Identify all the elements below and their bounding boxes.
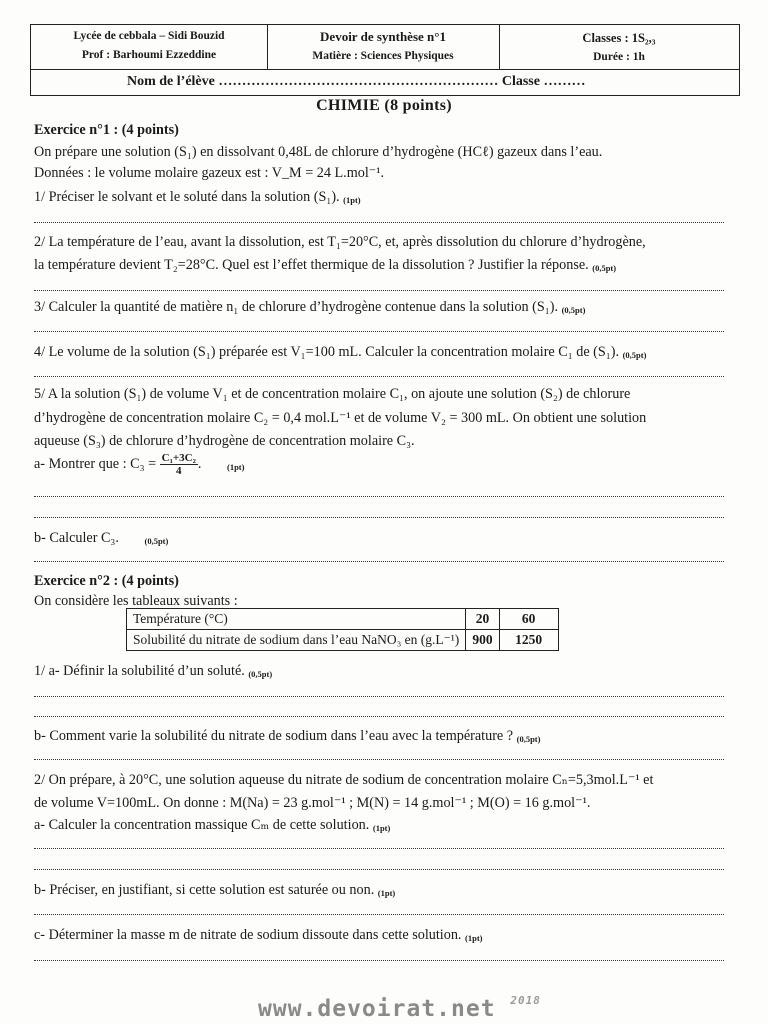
solubility-table: [126, 608, 559, 651]
ex1-q5-line1: 5/ A la solution (S₁) de volume V₁ et de concentration molaire C₁, on ajoute une solution (S₂) de chlorure: [34, 386, 631, 402]
table-cell: 20: [466, 609, 499, 630]
answer-line[interactable]: [34, 517, 724, 518]
exam-title: Devoir de synthèse n°1: [320, 29, 446, 44]
ex2-q1a-text: 1/ a- Définir la solubilité d’un soluté.: [34, 663, 245, 679]
teacher-name: Prof : Barhoumi Ezzeddine: [81, 49, 217, 61]
watermark-site: www.devoirat.net: [258, 996, 496, 1022]
ex2-q2c: [34, 926, 483, 947]
fraction-denominator: 4: [176, 465, 182, 477]
answer-line[interactable]: [34, 759, 724, 760]
ex2-q2c-points: (1pt): [465, 933, 483, 943]
ex1-q2-text: la température devient T₂=28°C. Quel est l’effet thermique de la dissolution ? Justifier la réponse.: [34, 257, 589, 273]
ex1-q5-line3: aqueuse (S₃) de chlorure d’hydrogène de concentration molaire C₃.: [34, 433, 415, 449]
ex1-q1-points: (1pt): [343, 195, 361, 205]
ex1-q3: [34, 298, 585, 319]
table-cell: 900: [466, 630, 499, 651]
answer-line[interactable]: [34, 290, 724, 291]
ex1-q3-text: 3/ Calculer la quantité de matière n₁ de chlorure d’hydrogène contenue dans la solution (S₁).: [34, 299, 559, 315]
ex2-heading: Exercice n°2 : (4 points): [34, 573, 179, 589]
answer-line[interactable]: [34, 496, 724, 497]
ex1-q4: [34, 343, 646, 364]
table-row: [127, 630, 559, 651]
ex1-q5a: a- Montrer que : C₃ = $\frac{\text{C₁+3C₂}}{4}$ . (1pt): [34, 452, 245, 477]
ex2-q2b-text: b- Préciser, en justifiant, si cette solution est saturée ou non.: [34, 882, 375, 898]
class-cell: [499, 25, 739, 69]
table-cell: Température (°C): [127, 609, 466, 630]
table-row: [127, 609, 559, 630]
ex2-q2a: [34, 816, 390, 837]
answer-line[interactable]: [34, 376, 724, 377]
section-title: CHIMIE (8 points): [316, 97, 452, 114]
answer-line[interactable]: [34, 561, 724, 562]
ex1-heading: Exercice n°1 : (4 points): [34, 122, 179, 138]
ex2-q2-line2: de volume V=100mL. On donne : M(Na) = 23 g.mol⁻¹ ; M(N) = 14 g.mol⁻¹ ; M(O) = 16 g.mol⁻¹.: [34, 795, 591, 811]
ex2-q2a-text: a- Calculer la concentration massique Cₘ de cette solution.: [34, 817, 370, 833]
ex2-q2c-text: c- Déterminer la masse m de nitrate de sodium dissoute dans cette solution.: [34, 927, 462, 943]
table-cell: 60: [499, 609, 558, 630]
ex2-q2b-points: (1pt): [377, 888, 396, 898]
table-cell: 1250: [499, 630, 558, 651]
ex2-q1a-points: (0,5pt): [248, 669, 273, 679]
formula-fraction: [160, 452, 198, 477]
ex1-q5a-text: a- Montrer que : C₃ =: [34, 455, 157, 472]
ex2-q2-line1: 2/ On prépare, à 20°C, une solution aqueuse du nitrate de sodium de concentration molaire Cₙ=5,3mol.L⁻¹ et: [34, 772, 654, 788]
duration: Durée : 1h: [593, 51, 645, 63]
answer-line[interactable]: [34, 331, 724, 332]
ex1-intro-2: Données : le volume molaire gazeux est : V_M = 24 L.mol⁻¹.: [34, 165, 385, 181]
classes: Classes : 1S₂,₃: [582, 31, 656, 45]
student-name-field[interactable]: Nom de l’élève …………………………………………………… Classe ………: [127, 74, 586, 89]
ex2-q2a-points: (1pt): [372, 823, 391, 833]
ex1-q4-text: 4/ Le volume de la solution (S₁) préparée est V₁=100 mL. Calculer la concentration molaire C₁ de (S₁).: [34, 344, 620, 360]
ex1-q5a-points: (1pt): [227, 461, 245, 472]
answer-line[interactable]: [34, 960, 724, 961]
school-name: Lycée de cebbala – Sidi Bouzid: [73, 30, 225, 42]
watermark-year: 2018: [510, 994, 541, 1007]
ex2-q1b-text: b- Comment varie la solubilité du nitrate de sodium dans l’eau avec la température ?: [34, 728, 514, 744]
ex1-q1: [34, 188, 361, 209]
answer-line[interactable]: [34, 869, 724, 870]
watermark: [258, 994, 541, 1022]
answer-line[interactable]: [34, 716, 724, 717]
ex1-q5b-points: (0,5pt): [144, 536, 169, 546]
ex1-q5b: [34, 529, 168, 550]
answer-line[interactable]: [34, 914, 724, 915]
ex1-q4-points: (0,5pt): [622, 350, 647, 360]
ex2-intro: On considère les tableaux suivants :: [34, 593, 238, 609]
school-cell: [31, 25, 268, 69]
ex1-q5b-text: b- Calculer C₃.: [34, 530, 119, 546]
ex1-q5-line2: d’hydrogène de concentration molaire C₂ = 0,4 mol.L⁻¹ et de volume V₂ = 300 mL. On obtient une solution: [34, 410, 647, 426]
table-cell: Solubilité du nitrate de sodium dans l’eau NaNO₃ en (g.L⁻¹): [127, 630, 466, 651]
answer-line[interactable]: [34, 222, 724, 223]
ex1-q2-line1: 2/ La température de l’eau, avant la dissolution, est T₁=20°C, et, après dissolution du chlorure d’hydrogène,: [34, 234, 646, 250]
ex1-intro-1: On prépare une solution (S₁) en dissolvant 0,48L de chlorure d’hydrogène (HCℓ) gazeux dans l’eau.: [34, 144, 603, 160]
ex1-q2-line2: [34, 256, 616, 277]
ex1-q3-points: (0,5pt): [561, 305, 586, 315]
exam-header: [30, 24, 740, 96]
answer-line[interactable]: [34, 848, 724, 849]
answer-line[interactable]: [34, 696, 724, 697]
ex1-q1-text: 1/ Préciser le solvant et le soluté dans la solution (S₁).: [34, 189, 340, 205]
exam-cell: [267, 25, 500, 69]
fraction-numerator: C₁+3C₂: [161, 452, 196, 464]
ex2-q2b: [34, 881, 395, 902]
ex2-q1a: [34, 662, 272, 683]
ex2-q1b-points: (0,5pt): [516, 734, 541, 744]
ex2-q1b: [34, 727, 540, 748]
student-row: [31, 69, 739, 96]
ex1-q2-points: (0,5pt): [592, 263, 617, 273]
subject: Matière : Sciences Physiques: [312, 50, 454, 62]
